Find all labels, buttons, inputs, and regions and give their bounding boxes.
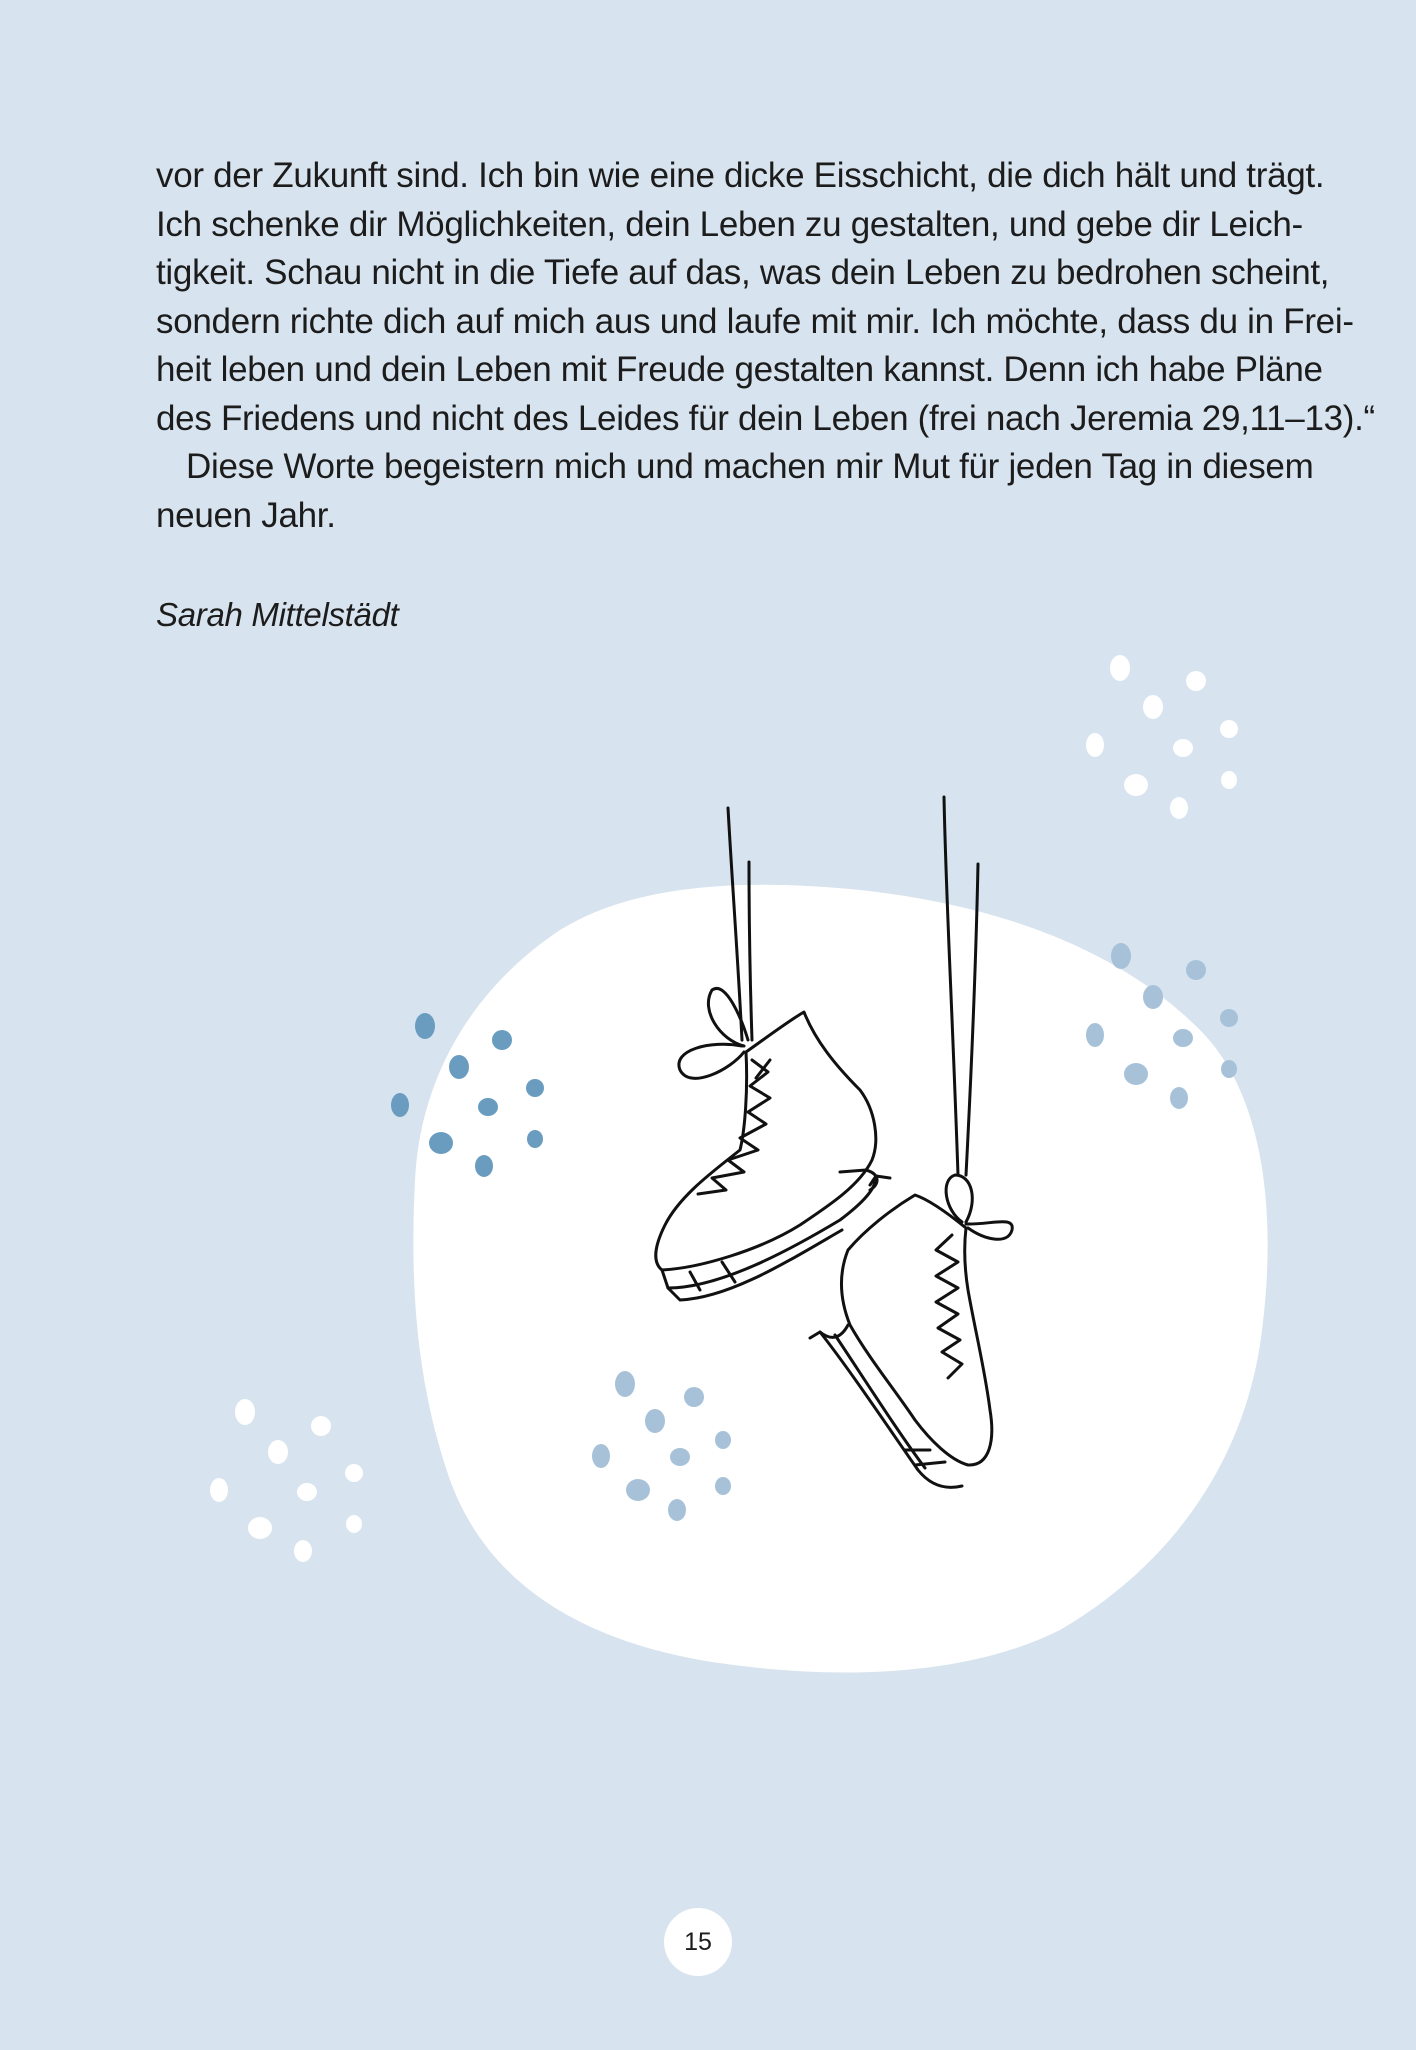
text-line: vor der Zukunft sind. Ich bin wie eine dicke Eisschicht, die dich hält und trägt. [156,156,1325,195]
author-name: Sarah Mittelstädt [156,596,399,633]
text-line: sondern richte dich auf mich aus und laufe mit mir. Ich möchte, dass du in Frei- [156,301,1354,341]
text-line: des Friedens und nicht des Leides für dein Leben (frei nach Jeremia 29,11–13).“ [156,398,1375,438]
dots-white-bottom-left [210,1399,363,1562]
dots-white-top-right [1086,655,1238,819]
text-line: Ich schenke dir Möglichkeiten, dein Leben zu gestalten, und gebe dir Leich- [156,204,1303,244]
page-number-badge [664,1908,732,1976]
text-line: Diese Worte begeistern mich und machen mir Mut für jeden Tag in diesem [186,447,1314,486]
text-line: tigkeit. Schau nicht in die Tiefe auf das, was dein Leben zu bedrohen scheint, [156,253,1330,292]
page-number: 15 [684,1927,712,1956]
text-line: heit leben und dein Leben mit Freude gestalten kannst. Denn ich habe Pläne [156,350,1323,389]
text-line: neuen Jahr. [156,495,336,535]
